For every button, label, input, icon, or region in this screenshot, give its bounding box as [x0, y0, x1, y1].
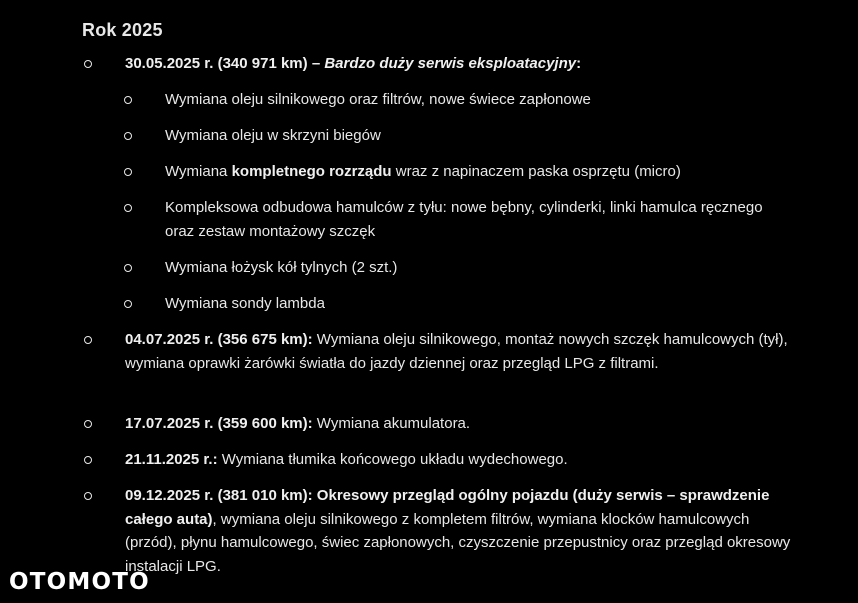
entry-title: Bardzo duży serwis eksploatacyjny: [324, 55, 577, 72]
section-heading: Rok 2025: [82, 20, 163, 40]
sub-bullet-icon: [124, 96, 132, 104]
sub-list-item: Wymiana oleju w skrzyni biegów: [165, 127, 381, 144]
bullet-icon: [84, 60, 92, 68]
bullet-icon: [84, 420, 92, 428]
list-item-entry-5: [125, 484, 793, 578]
sub-list-item: Wymiana sondy lambda: [165, 295, 325, 312]
list-item-entry-2: [125, 328, 793, 375]
entry-colon: :: [576, 55, 582, 72]
list-item-entry-1: [125, 52, 793, 76]
sub-bullet-icon: [124, 132, 132, 140]
entry-text: , wymiana oleju silnikowego z kompletem filtrów, wymiana klocków hamulcowych (przód), płynu hamulcowego, świec zapłonowych, czyszczenie przepustnicy oraz przegląd okresowy instalacji LPG.: [125, 510, 791, 575]
sub-list-item: Kompleksowa odbudowa hamulców z tyłu: nowe bębny, cylinderki, linki hamulca ręcznego oraz zestaw montażowy szczęk: [165, 199, 763, 240]
entry-text: Wymiana tłumika końcowego układu wydechowego.: [217, 451, 568, 468]
entry-text: Wymiana oleju silnikowego, montaż nowych szczęk hamulcowych (tył), wymiana oprawki żarówki światła do jazdy dziennej oraz przegląd LPG z filtrami.: [125, 331, 788, 372]
sub-bullet-icon: [124, 204, 132, 212]
sub-list-item: Wymiana łożysk kół tylnych (2 szt.): [165, 259, 398, 276]
sub-bullet-icon: [124, 264, 132, 272]
entry-date: 17.07.2025 r. (359 600 km):: [125, 415, 313, 432]
sub-item-bold: kompletnego rozrządu: [231, 163, 392, 180]
bullet-icon: [84, 456, 92, 464]
sub-item-text: Wymiana: [165, 163, 232, 180]
sub-bullet-icon: [124, 300, 132, 308]
entry-bold-text: 09.12.2025 r. (381 010 km): Okresowy przegląd ogólny pojazdu (duży serwis – sprawdzenie całego auta): [125, 487, 770, 528]
entry-date: 30.05.2025 r. (340 971 km): [125, 55, 308, 72]
sub-list-item: [165, 160, 785, 184]
bullet-icon: [84, 336, 92, 344]
sub-item-text: wraz z napinaczem paska osprzętu (micro): [391, 163, 681, 180]
entry-date: 21.11.2025 r.:: [125, 451, 218, 468]
entry-dash: –: [307, 55, 325, 72]
list-item-entry-3: [125, 412, 793, 436]
otomoto-logo: OTOMOTO: [9, 569, 150, 595]
sub-bullet-icon: [124, 168, 132, 176]
list-item-entry-4: [125, 448, 793, 472]
bullet-icon: [84, 492, 92, 500]
entry-text: Wymiana akumulatora.: [312, 415, 471, 432]
sub-list-item: Wymiana oleju silnikowego oraz filtrów, nowe świece zapłonowe: [165, 91, 591, 108]
entry-date: 04.07.2025 r. (356 675 km):: [125, 331, 313, 348]
